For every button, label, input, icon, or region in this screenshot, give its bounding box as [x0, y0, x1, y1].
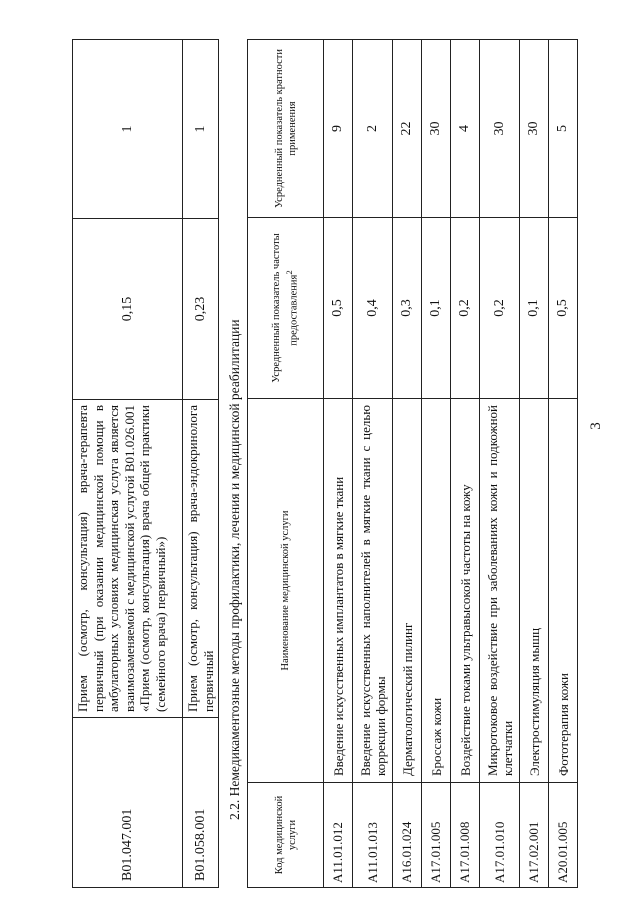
- page-number: 3: [588, 422, 604, 430]
- header-frequency-text: Усредненный показатель частоты предоставления: [271, 233, 300, 383]
- table-row: [480, 40, 520, 888]
- service-name: Дерматологический пилинг: [393, 399, 422, 783]
- multiplicity-value: 30: [520, 40, 549, 218]
- service-code: B01.047.001: [73, 718, 183, 888]
- service-name: Введение искусственных имплантатов в мягкие ткани: [324, 399, 353, 783]
- table-row: [520, 40, 549, 888]
- section-heading: 2.2. Немедикаментозные методы профилактики, лечения и медицинской реабилитации: [227, 319, 242, 820]
- service-name: Электростимуляция мышц: [520, 399, 549, 783]
- frequency-value: 0,23: [183, 219, 219, 400]
- frequency-value: 0,1: [422, 218, 451, 399]
- frequency-value: 0,1: [520, 218, 549, 399]
- table-row: [183, 40, 219, 888]
- table-row: [422, 40, 451, 888]
- frequency-value: 0,5: [549, 218, 578, 399]
- footnote-marker: 2: [284, 270, 295, 275]
- table-row: [451, 40, 480, 888]
- multiplicity-value: 2: [353, 40, 393, 218]
- table-row: [73, 40, 183, 888]
- service-name: Фототерапия кожи: [549, 399, 578, 783]
- frequency-value: 0,2: [451, 218, 480, 399]
- multiplicity-value: 5: [549, 40, 578, 218]
- frequency-value: 0,5: [324, 218, 353, 399]
- service-name: Броссаж кожи: [422, 399, 451, 783]
- header-name: Наименование медицинской услуги: [248, 399, 324, 783]
- service-code: A17.01.010: [480, 783, 520, 888]
- multiplicity-value: 1: [183, 40, 219, 219]
- multiplicity-value: 22: [393, 40, 422, 218]
- service-code: A11.01.012: [324, 783, 353, 888]
- service-name: Микротоковое воздействие при заболеваниях кожи и подкожной клетчатки: [480, 399, 520, 783]
- table-row: [353, 40, 393, 888]
- multiplicity-value: 1: [73, 40, 183, 219]
- frequency-value: 0,2: [480, 218, 520, 399]
- frequency-value: 0,3: [393, 218, 422, 399]
- table-row: [393, 40, 422, 888]
- service-code: A17.01.008: [451, 783, 480, 888]
- header-multiplicity: Усредненный показатель кратности применения: [248, 40, 324, 218]
- service-name: Прием (осмотр, консультация) врача-эндокринолога первичный: [183, 400, 219, 718]
- service-name: Прием (осмотр, консультация) врача-терапевта первичный (при оказании медицинской помощи в амбулаторных условиях медицинская услуга является взаимозаменяемой с медицинской услугой B01.026.001 «Прием (осмотр, консультация) врача общей практики (семейного врача) первичный»): [73, 400, 183, 718]
- service-code: B01.058.001: [183, 718, 219, 888]
- service-name: Воздействие токами ультравысокой частоты на кожу: [451, 399, 480, 783]
- multiplicity-value: 30: [480, 40, 520, 218]
- header-code: Код медицинской услуги: [248, 783, 324, 888]
- non-drug-methods-table: [247, 39, 578, 888]
- table-header-row: [248, 40, 324, 888]
- multiplicity-value: 9: [324, 40, 353, 218]
- service-code: A17.02.001: [520, 783, 549, 888]
- service-code: A16.01.024: [393, 783, 422, 888]
- service-code: A20.01.005: [549, 783, 578, 888]
- table-row: [549, 40, 578, 888]
- frequency-value: 0,4: [353, 218, 393, 399]
- frequency-value: 0,15: [73, 219, 183, 400]
- services-table-continued: [72, 39, 219, 888]
- table-row: [324, 40, 353, 888]
- multiplicity-value: 30: [422, 40, 451, 218]
- service-code: A17.01.005: [422, 783, 451, 888]
- service-name: Введение искусственных наполнителей в мягкие ткани с целью коррекции формы: [353, 399, 393, 783]
- service-code: A11.01.013: [353, 783, 393, 888]
- multiplicity-value: 4: [451, 40, 480, 218]
- header-frequency: [248, 218, 324, 399]
